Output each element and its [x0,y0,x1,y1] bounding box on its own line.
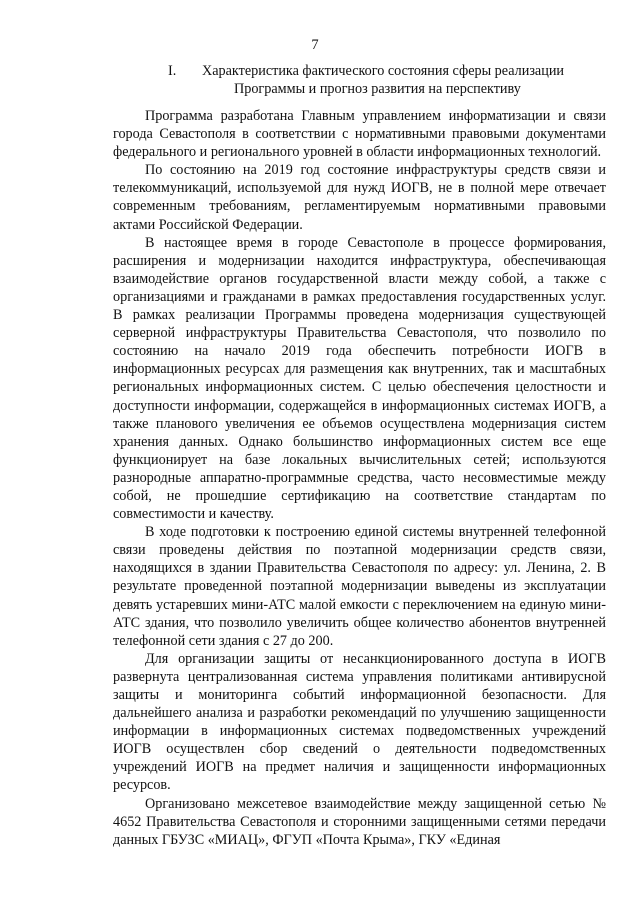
paragraph: Организовано межсетевое взаимодействие между защищенной сетью № 4652 Правительства Севастополя и сторонними защищенными сетями передачи данных ГБУЗС «МИАЦ», ФГУП «Почта Крыма», ГКУ «Единая [113,795,606,848]
paragraph: По состоянию на 2019 год состояние инфраструктуры средств связи и телекоммуникаций, используемой для нужд ИОГВ, не в полной мере отвечает современным требованиям, регламентируемым нормативными правовыми актами Российской Федерации. [113,162,606,233]
paragraph: Для организации защиты от несанкционированного доступа в ИОГВ развернута централизованная система управления политиками антивирусной защиты и мониторинга событий информационной безопасности. Для дальнейшего анализа и разработки рекомендаций по улучшению защищенности информации в информационных системах подведомственных учреждений ИОГВ осуществлен сбор сведений о деятельности подведомственных учреждений ИОГВ на предмет наличия и защищенности информационных ресурсов. [113,650,606,794]
page-number: 7 [311,37,319,53]
section-heading [168,62,598,98]
body-text [113,107,606,849]
section-title-line-2: Программы и прогноз развития на перспективу [234,81,521,98]
paragraph: В настоящее время в городе Севастополе в процессе формирования, расширения и модернизации находится инфраструктура, обеспечивающая взаимодействие органов государственной власти между собой, а также с организациями и гражданами в рамках предоставления государственных услуг. В рамках реализации Программы проведена модернизация существующей серверной инфраструктуры Правительства Севастополя, что позволило по состоянию на начало 2019 года обеспечить потребности ИОГВ в информационных ресурсах для размещения как внутренних, так и масштабных региональных информационных систем. С целью обеспечения целостности и доступности информации, содержащейся в информационных системах ИОГВ, а также планового увеличения ее объемов осуществлена модернизация систем хранения данных. Однако большинство информационных систем все еще функционирует на базе локальных вычислительных сетей; используются разнородные аппаратно-программные средства, часто несовместимые между собой, не прошедшие сертификацию на соответствие стандартам по совместимости и качеству. [113,234,606,523]
section-number: I. [168,63,177,79]
section-title-line-1: Характеристика фактического состояния сферы реализации [202,63,565,79]
paragraph: В ходе подготовки к построению единой системы внутренней телефонной связи проведены действия по поэтапной модернизации средств связи, находящихся в здании Правительства Севастополя по адресу: ул. Ленина, 2. В результате проведенной поэтапной модернизации выведены из эксплуатации девять устаревших мини-АТС малой емкости с переключением на единую мини-АТС здания, что позволило увеличить общее количество абонентов внутренней телефонной сети здания с 27 до 200. [113,524,606,649]
paragraph: Программа разработана Главным управлением информатизации и связи города Севастополя в соответствии с нормативными правовыми документами федерального и регионального уровней в области информационных технологий. [113,108,606,161]
